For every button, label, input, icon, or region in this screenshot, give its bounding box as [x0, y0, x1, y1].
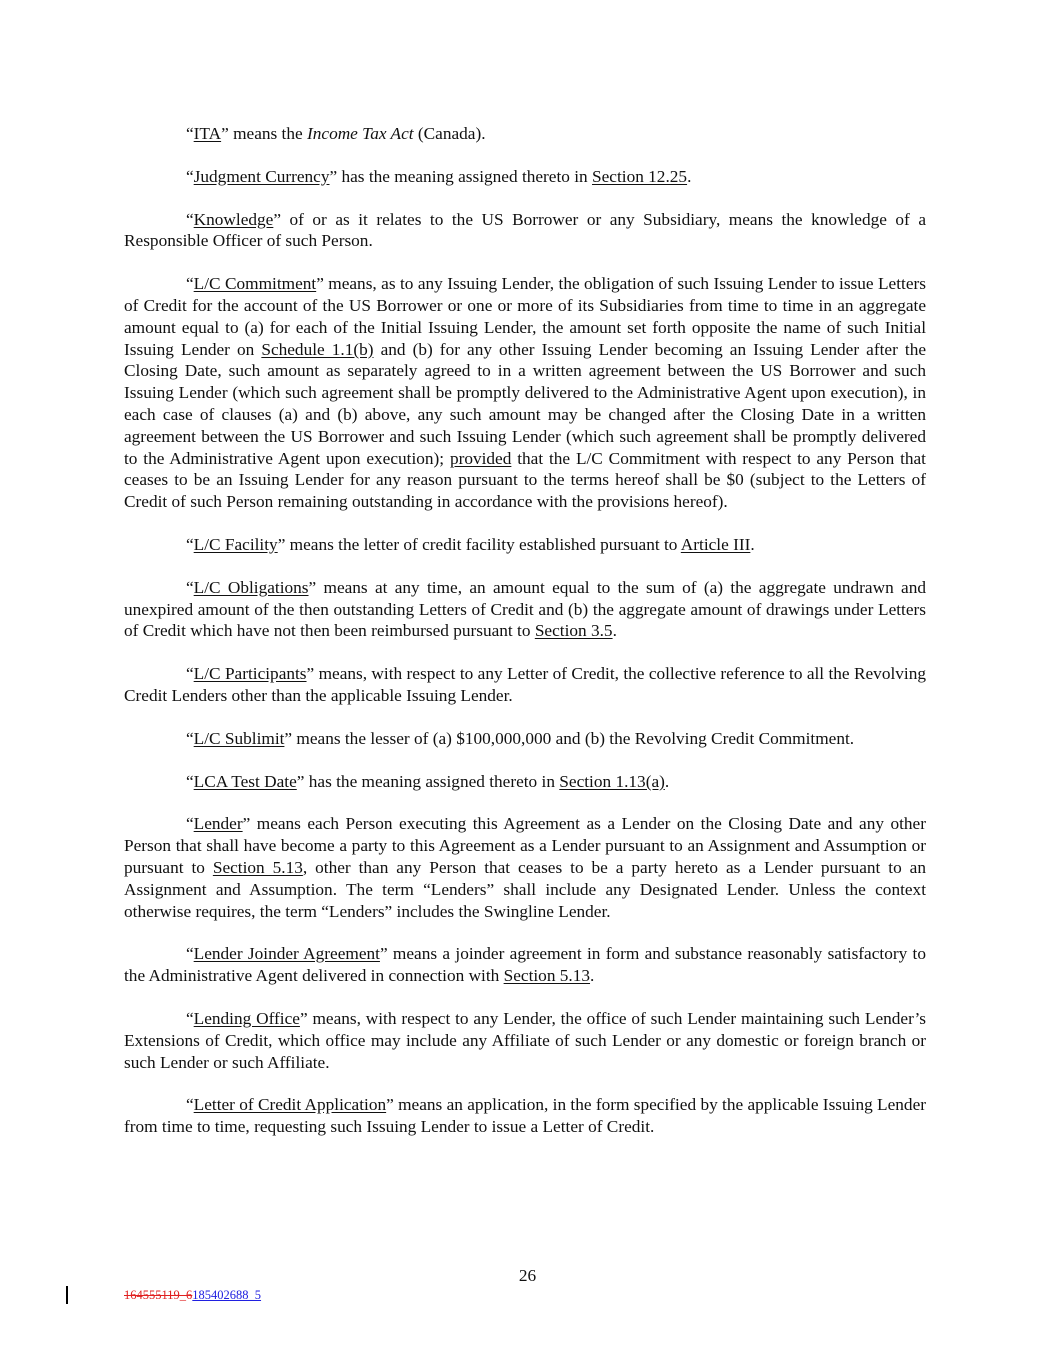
document-id [124, 1288, 261, 1303]
section-reference: Section 3.5 [534, 621, 613, 641]
defined-term: Lender [193, 814, 243, 834]
definition-judgment-currency: “Judgment Currency” has the meaning assigned thereto in Section 12.25. [186, 166, 692, 186]
proviso-term: provided [449, 448, 512, 468]
definition-lender-joinder-agreement: “Lender Joinder Agreement” means a joinder agreement in form and substance reasonably satisfactory to the Administrative Agent delivered in connection with Section 5.13. [124, 944, 926, 986]
definition-lca-test-date: “LCA Test Date” has the meaning assigned thereto in Section 1.13(a). [186, 771, 670, 791]
article-reference: Article III [680, 534, 751, 554]
section-reference: Section 1.13(a) [559, 771, 665, 791]
definition-lending-office: “Lending Office” means, with respect to any Lender, the office of such Lender maintaining such Lender’s Extensions of Credit, which office may include any Affiliate of such Lender or any domestic or foreign branch or such Lender or such Affiliate. [124, 1008, 927, 1072]
defined-term: Lending Office [193, 1008, 300, 1028]
defined-term: Lender Joinder Agreement [193, 944, 380, 964]
document-body [124, 123, 926, 1159]
definition-lc-commitment: “L/C Commitment” means, as to any Issuing Lender, the obligation of such Issuing Lender to issue Letters of Credit for the account of the US Borrower or one or more of its Subsidiaries from time to time in an aggregate amount equal to (a) for each of the Initial Issuing Lender, the amount set forth opposite the name of such Initial Issuing Lender on Schedule 1.1(b) and (b) for any other Issuing Lender becoming an Issuing Lender after the Closing Date, such amount as separately agreed to in a written agreement between the US Borrower and such Issuing Lender (which such agreement shall be promptly delivered to the Administrative Agent upon execution), in each case of clauses (a) and (b) above, any such amount may be changed after the Closing Date in a written agreement between the US Borrower and such Issuing Lender (which such agreement shall be promptly delivered to the Administrative Agent upon execution); provided that the L/C Commitment with respect to any Person that ceases to be an Issuing Lender for any reason pursuant to the terms hereof shall be $0 (subject to the Letters of Credit of such Person remaining outstanding in accordance with the provisions hereof). [124, 274, 926, 512]
section-reference: Section 5.13 [212, 857, 303, 877]
defined-term: L/C Participants [193, 664, 307, 684]
schedule-reference: Schedule 1.1(b) [261, 339, 374, 359]
defined-term: L/C Sublimit [193, 728, 285, 748]
section-reference: Section 12.25 [592, 166, 688, 186]
defined-term: Judgment Currency [193, 166, 330, 186]
defined-term: Knowledge [193, 209, 274, 229]
defined-term: L/C Facility [193, 534, 278, 554]
definition-letter-of-credit-application: “Letter of Credit Application” means an application, in the form specified by the applicable Issuing Lender from time to time, requesting such Issuing Lender to issue a Letter of Credit. [124, 1095, 926, 1137]
definition-ita: “ITA” means the Income Tax Act (Canada). [186, 124, 486, 143]
section-reference: Section 5.13 [503, 966, 591, 986]
page-number: 26 [518, 1266, 537, 1285]
statute-title: Income Tax Act [307, 124, 414, 143]
defined-term: Letter of Credit Application [193, 1095, 387, 1115]
definition-knowledge: “Knowledge” of or as it relates to the US Borrower or any Subsidiary, means the knowledge of a Responsible Officer of such Person. [124, 209, 926, 251]
definition-lc-sublimit: “L/C Sublimit” means the lesser of (a) $100,000,000 and (b) the Revolving Credit Commitment. [186, 728, 855, 748]
defined-term: ITA [193, 124, 222, 143]
document-id-deleted: 164555119_6 [124, 1288, 193, 1302]
document-id-inserted: 185402688_5 [192, 1288, 262, 1302]
defined-term: L/C Commitment [193, 274, 317, 294]
defined-term: L/C Obligations [193, 577, 309, 597]
defined-term: LCA Test Date [193, 771, 297, 791]
definition-lc-participants: “L/C Participants” means, with respect to any Letter of Credit, the collective reference to all the Revolving Credit Lenders other than the applicable Issuing Lender. [124, 664, 926, 705]
change-bar [66, 1286, 68, 1304]
definition-lender: “Lender” means each Person executing this Agreement as a Lender on the Closing Date and any other Person that shall have become a party to this Agreement as a Lender pursuant to an Assignment and Assumption or pursuant to Section 5.13, other than any Person that ceases to be a party hereto as a Lender pursuant to an Assignment and Assumption. The term “Lenders” shall include any Designated Lender. Unless the context otherwise requires, the term “Lenders” includes the Swingline Lender. [124, 814, 926, 921]
definition-lc-facility: “L/C Facility” means the letter of credit facility established pursuant to Article III. [186, 534, 755, 554]
definition-lc-obligations: “L/C Obligations” means at any time, an amount equal to the sum of (a) the aggregate undrawn and unexpired amount of the then outstanding Letters of Credit and (b) the aggregate amount of drawings under Letters of Credit which have not then been reimbursed pursuant to Section 3.5. [124, 577, 926, 641]
